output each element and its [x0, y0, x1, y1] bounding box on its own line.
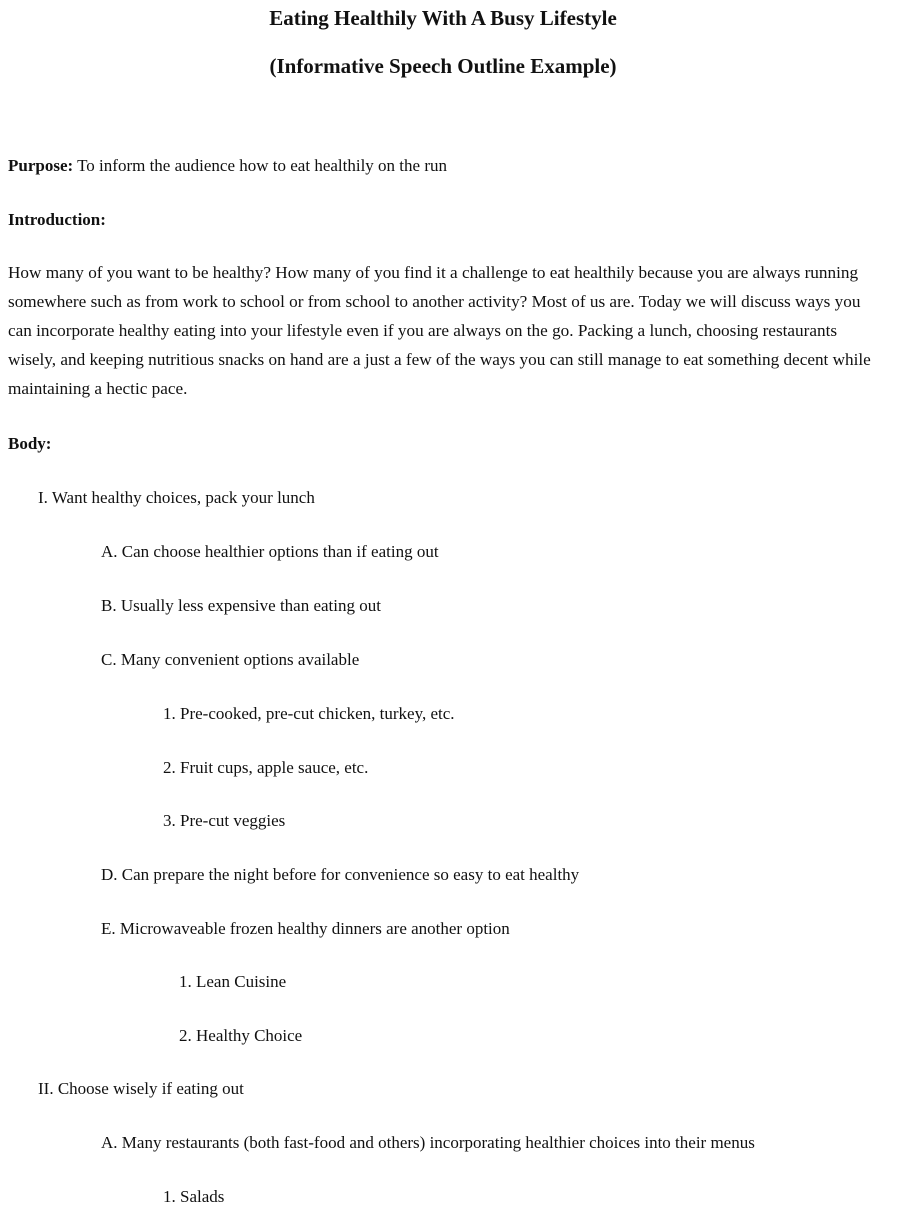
purpose-text: To inform the audience how to eat healthily on the run — [73, 156, 447, 175]
introduction-heading: Introduction: — [8, 210, 106, 229]
outline-item-i-a: A. Can choose healthier options than if eating out — [101, 542, 439, 561]
outline-item-i-d: D. Can prepare the night before for convenience so easy to eat healthy — [101, 865, 580, 884]
outline-item-ii-a-1: 1. Salads — [163, 1187, 225, 1206]
outline-item-i-b: B. Usually less expensive than eating out — [101, 596, 381, 615]
outline-item-i-c-3: 3. Pre-cut veggies — [163, 811, 286, 830]
outline-item-ii: II. Choose wisely if eating out — [38, 1079, 244, 1098]
outline-item-i-e-1: 1. Lean Cuisine — [179, 972, 287, 991]
outline-item-i-e-2: 2. Healthy Choice — [179, 1026, 303, 1045]
document-subtitle: (Informative Speech Outline Example) — [269, 54, 617, 78]
outline-item-i: I. Want healthy choices, pack your lunch — [38, 488, 315, 507]
purpose-line — [8, 151, 447, 180]
outline-item-ii-a: A. Many restaurants (both fast-food and others) incorporating healthier choices into their menus — [101, 1133, 755, 1152]
outline-item-i-e: E. Microwaveable frozen healthy dinners are another option — [101, 919, 510, 938]
document-title: Eating Healthily With A Busy Lifestyle — [269, 6, 617, 30]
outline-item-i-c-2: 2. Fruit cups, apple sauce, etc. — [163, 758, 369, 777]
outline-item-i-c: C. Many convenient options available — [101, 650, 360, 669]
outline-item-i-c-1: 1. Pre-cooked, pre-cut chicken, turkey, etc. — [163, 704, 455, 723]
purpose-label: Purpose: — [8, 156, 74, 175]
introduction-paragraph: How many of you want to be healthy? How many of you find it a challenge to eat healthily because you are always running somewhere such as from work to school or from school to another activity? Most of us are. Today we will discuss ways you can incorporate healthy eating into your lifestyle even if you are always on the go. Packing a lunch, choosing restaurants wisely, and keeping nutritious snacks on hand are a just a few of the ways you can still manage to eat something decent while maintaining a hectic pace. — [8, 263, 871, 398]
body-heading: Body: — [8, 434, 52, 453]
